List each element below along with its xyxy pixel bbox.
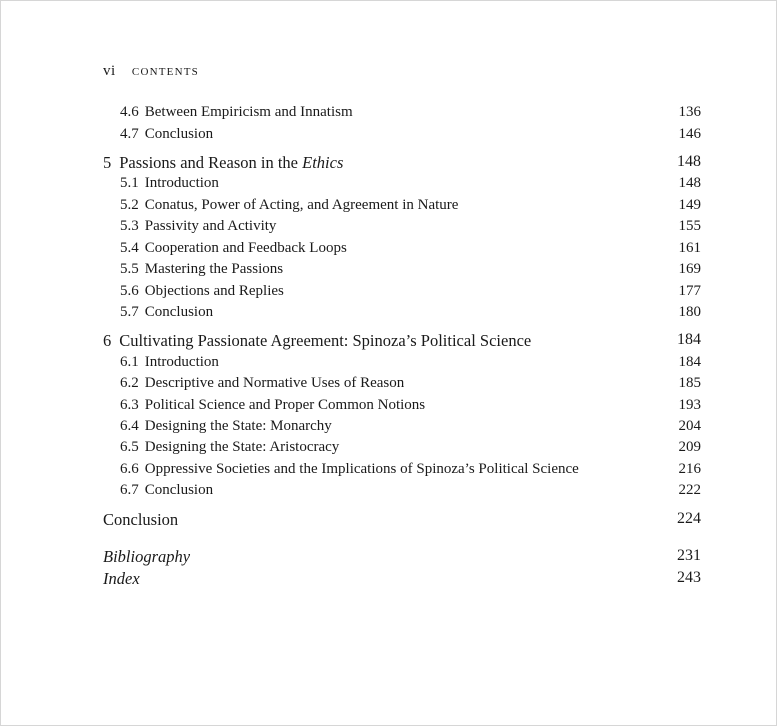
toc-entry-title: [120, 175, 219, 192]
toc-page-number: 148: [678, 175, 701, 191]
section-number: 6.5: [120, 439, 139, 455]
toc-entry[interactable]: [1, 126, 779, 148]
section-number: 6.3: [120, 397, 139, 413]
section-number: 6.6: [120, 461, 139, 477]
toc-entry[interactable]: [1, 461, 779, 483]
section-title: Conatus, Power of Acting, and Agreement in Nature: [144, 197, 459, 213]
chapter-title: Conclusion: [103, 510, 179, 529]
toc-entry[interactable]: [1, 218, 779, 240]
toc-entry-title: [120, 461, 579, 478]
section-number: 4.6: [120, 104, 139, 120]
toc-page-number: 155: [678, 218, 701, 234]
toc-page-number: 209: [678, 439, 701, 455]
toc-page-number: 204: [678, 418, 701, 434]
toc-entry-title: [120, 104, 353, 121]
chapter-title-text: Passions and Reason in the: [119, 153, 303, 172]
toc-page-number: 149: [678, 197, 701, 213]
toc-entry-title: [120, 197, 458, 214]
section-title: Political Science and Proper Common Notions: [144, 397, 426, 413]
toc-entry-title: [120, 439, 339, 456]
toc-chapter[interactable]: [1, 153, 779, 175]
toc-page-number: 193: [678, 397, 701, 413]
section-number: 6.2: [120, 375, 139, 391]
toc-entry[interactable]: [1, 354, 779, 376]
toc-entry-title: [120, 482, 213, 499]
toc-entry-title: [120, 304, 213, 321]
toc-entry-title: [120, 397, 425, 414]
section-number: 5.3: [120, 218, 139, 234]
running-head-title: contents: [131, 63, 199, 79]
toc-page-number: 146: [678, 126, 701, 142]
section-title: Mastering the Passions: [144, 261, 284, 277]
section-title: Designing the State: Monarchy: [144, 418, 332, 434]
backmatter-title: Index: [103, 569, 140, 588]
toc-entry[interactable]: [1, 175, 779, 197]
section-number: 6.4: [120, 418, 139, 434]
section-title: Designing the State: Aristocracy: [144, 439, 340, 455]
chapter-number: 6: [103, 331, 112, 350]
section-title: Conclusion: [144, 482, 214, 498]
section-title: Conclusion: [144, 126, 214, 142]
section-number: 4.7: [120, 126, 139, 142]
section-title: Introduction: [144, 175, 219, 191]
toc-page-number: 177: [678, 283, 701, 299]
section-number: 5.6: [120, 283, 139, 299]
chapter-number: 5: [103, 153, 112, 172]
toc-entry[interactable]: [1, 304, 779, 326]
toc-page-number: 136: [678, 104, 701, 120]
chapter-title-italic: Ethics: [302, 153, 344, 172]
toc-backmatter[interactable]: [1, 569, 779, 591]
toc-entry[interactable]: [1, 104, 779, 126]
toc-page-number: 222: [678, 482, 701, 498]
section-number: 6.1: [120, 354, 139, 370]
toc-page-number: 185: [678, 375, 701, 391]
section-title: Conclusion: [144, 304, 214, 320]
section-title: Objections and Replies: [144, 283, 284, 299]
section-title: Oppressive Societies and the Implications of Spinoza’s Political Science: [144, 461, 579, 477]
chapter-title: [103, 153, 343, 173]
toc-chapter[interactable]: [1, 510, 779, 532]
chapter-title: [103, 331, 531, 351]
page-number: vi: [103, 63, 116, 79]
running-head: [103, 63, 199, 80]
section-number: 5.7: [120, 304, 139, 320]
toc-entry[interactable]: [1, 439, 779, 461]
toc-backmatter[interactable]: [1, 547, 779, 569]
toc-page-number: 184: [678, 354, 701, 370]
toc-entry-title: [120, 418, 332, 435]
toc-entry[interactable]: [1, 482, 779, 504]
section-title: Cooperation and Feedback Loops: [144, 240, 347, 256]
toc-chapter[interactable]: [1, 331, 779, 353]
toc-page-number: 224: [677, 510, 701, 527]
toc-entry[interactable]: [1, 283, 779, 305]
toc-entry[interactable]: [1, 375, 779, 397]
backmatter-title: Bibliography: [103, 547, 191, 566]
toc-entry[interactable]: [1, 418, 779, 440]
toc-page-number: 148: [677, 153, 701, 170]
toc-page-number: 180: [678, 304, 701, 320]
toc-entry[interactable]: [1, 397, 779, 419]
toc-page-number: 161: [678, 240, 701, 256]
section-title: Passivity and Activity: [144, 218, 277, 234]
section-number: 6.7: [120, 482, 139, 498]
toc-entry-title: [120, 283, 284, 300]
toc-entry-title: [120, 354, 219, 371]
toc-page-number: 169: [678, 261, 701, 277]
toc-entry-title: [120, 240, 347, 257]
section-number: 5.4: [120, 240, 139, 256]
toc-entry-title: [120, 261, 283, 278]
section-title: Descriptive and Normative Uses of Reason: [144, 375, 405, 391]
toc-entry[interactable]: [1, 197, 779, 219]
toc-page-number: 216: [678, 461, 701, 477]
section-number: 5.5: [120, 261, 139, 277]
toc-entry-title: [120, 218, 276, 235]
toc-page-number: 184: [677, 331, 701, 348]
toc-entry-title: [120, 126, 213, 143]
toc-entry[interactable]: [1, 240, 779, 262]
section-title: Introduction: [144, 354, 219, 370]
section-number: 5.2: [120, 197, 139, 213]
chapter-title-text: Cultivating Passionate Agreement: Spinoza’s Political Science: [119, 331, 532, 350]
section-title: Between Empiricism and Innatism: [144, 104, 353, 120]
section-number: 5.1: [120, 175, 139, 191]
toc-page-number: 243: [677, 569, 701, 586]
toc-entry-title: [120, 375, 404, 392]
toc-page-number: 231: [677, 547, 701, 564]
toc-entry[interactable]: [1, 261, 779, 283]
